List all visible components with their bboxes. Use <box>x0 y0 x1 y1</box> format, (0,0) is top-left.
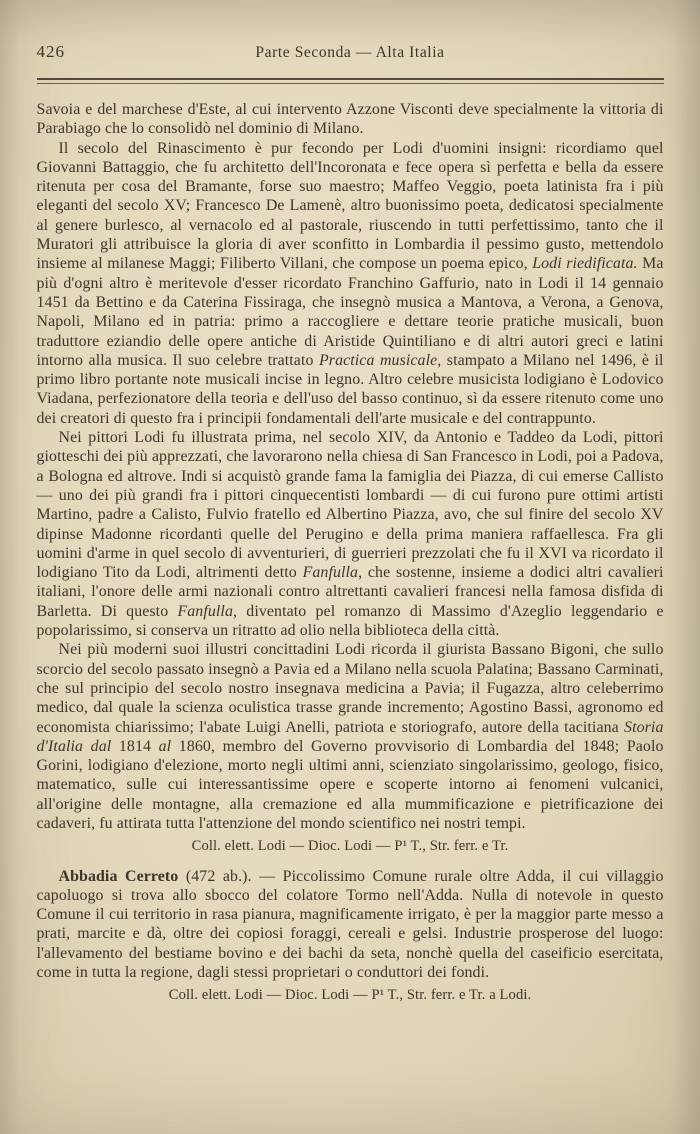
text-segment: Storia d'Italia dal <box>36 718 664 755</box>
text-segment: , diventato pel romanzo di Massimo d'Azeglio leggendario e popolarissimo, si conserva un ritratto ad olio nella biblioteca della città. <box>36 602 664 640</box>
paragraph <box>37 867 664 983</box>
running-title: Parte Seconda — Alta Italia <box>255 44 445 61</box>
note-line: Coll. elett. Lodi — Dioc. Lodi — P¹ T., Str. ferr. e Tr. <box>191 838 509 855</box>
text-segment: Lodi riedificata. <box>532 255 638 273</box>
text-column <box>37 100 664 1006</box>
text-segment: , che sostenne, insieme a dodici altri cavalieri italiani, l'onore delle armi nazionali contro altrettanti cavalieri francesi nella famosa disfida di Barletta. Di questo <box>36 564 664 620</box>
paragraph <box>37 428 664 640</box>
text-segment: al <box>158 737 172 755</box>
text-segment: , stampato a Milano nel 1496, è il primo libro portante note musicali incise in legno. Altro celebre musicista lodigiano è Lodovico Viadana, perfezionatore della teoria e dell'uso del basso continuo, sì da essere ritenuto come uno dei creatori di questo fra i principii fondamentali dell'arte musicale e del contrappunto. <box>36 351 664 427</box>
text-segment: Ma più d'ogni altro è meritevole d'esser ricordato Franchino Gaffurio, nato in Lodi il 14 gennaio 1451 da Bettino e da Caterina Fissiraga, che insegnò musica a Mantova, a Verona, a Genova, Napoli, Milano ed in patria: primo a raccogliere e dettare teorie pratiche musicali, buon traduttore eziandio delle opere antiche di Aristide Quintiliano e di altri autori greci e latini intorno alla musica. Il suo celebre trattato <box>36 255 664 369</box>
paragraph <box>37 640 664 833</box>
header-rule <box>37 78 664 84</box>
text-segment: Abbadia Cerreto <box>58 867 179 885</box>
text-segment: Practica musicale <box>318 351 438 369</box>
page-number: 426 <box>36 42 65 61</box>
paragraph <box>37 139 664 428</box>
paragraph <box>37 100 664 139</box>
note-line: Coll. elett. Lodi — Dioc. Lodi — P¹ T., Str. ferr. e Tr. a Lodi. <box>168 987 532 1004</box>
text-segment: Il secolo del Rinascimento è pur fecondo per Lodi d'uomini insigni: ricordiamo quel Giovanni Battaggio, che fu architetto dell'Incoronata e fece opera sì perfetta e bella da essere ritenuta per cosa del Bramante, forse suo maestro; Maffeo Veggio, poeta latinista fra i più eleganti del secolo XV; Francesco De Lamenè, altro buonissimo poeta, dedicatosi specialmente al genere burlesco, al vernacolo ed al pastorale, riuscendo in tutti perfettissimo, tanto che il Muratori gli attribuisce la gloria di aver sconfitto in Lombardia il pessimo gusto, mettendolo insieme al milanese Maggi; Filiberto Villani, che compose un poema epico, <box>36 139 664 273</box>
text-segment: (472 ab.). — Piccolissimo Comune rurale oltre Adda, il cui villaggio capoluogo si trova allo sbocco del colatore Tormo nell'Adda. Nulla di notevole in questo Comune il cui territorio in rasa pianura, magnificamente irrigato, è per la maggior parte messo a prati, marcite e dà, oltre dei copiosi foraggi, cereali e gelsi. Industrie prosperose del luogo: l'allevamento del bestiame bovino e dei bachi da seta, nonchè quella del caseificio esercitata, come in tutta la regione, dagli stessi proprietari o conduttori dei fondi. <box>36 867 664 982</box>
text-segment: 1814 <box>111 737 159 755</box>
text-segment: 1860, membro del Governo provvisorio di Lombardia del 1848; Paolo Gorini, lodigiano d'elezione, morto negli ultimi anni, scienziato singolarissimo, geologo, fisico, matematico, sulle cui interessantissime opere e scoperte intorno ai fenomeni vulcanici, all'origine delle montagne, alla cremazione ed alla mummificazione e pietrificazione dei cadaveri, fu attirata tutta l'attenzione del mondo scientifico nei nostri tempi. <box>36 737 664 832</box>
text-segment: Savoia e del marchese d'Este, al cui intervento Azzone Visconti deve specialmente la vittoria di Parabiago che lo consolidò nel dominio di Milano. <box>36 101 664 138</box>
text-segment: Fanfulla <box>302 564 359 582</box>
text-segment: Fanfulla <box>177 602 233 620</box>
text-segment: Nei più moderni suoi illustri concittadini Lodi ricorda il giurista Bassano Bigoni, che sullo scorcio del secolo passato insegnò a Pavia ed a Milano nella scuola Palatina; Bassano Carminati, che sul principio del secolo nostro insegnava medicina a Pavia; il Fugazza, altro celeberrimo medico, dal quale la scienza oculistica trasse grande incremento; Agostino Bassi, agronomo ed economista chiarissimo; l'abate Luigi Anelli, patriota e storiografo, autore della tacitiana <box>36 641 664 736</box>
page-header <box>37 0 664 78</box>
text-segment: Nei pittori Lodi fu illustrata prima, nel secolo XIV, da Antonio e Taddeo da Lodi, pittori giotteschi dei più apprezzati, che lavorarono nella chiesa di San Francesco in Lodi, poi a Padova, a Bologna ed altrove. Indi si acquistò grande fama la famiglia dei Piazza, di cui emerse Callisto — uno dei più grandi fra i pittori cinquecentisti lombardi — di cui furono pure ottimi artisti Martino, padre a Calisto, Fulvio fratello ed Albertino Piazza, avo, che sul finire del secolo XV dipinse Madonne ricordanti quelle del Perugino e della prima maniera raffaellesca. Fra gli uomini d'arme in quel secolo di avventurieri, di guerrieri prezzolati che fu il XVI va ricordato il lodigiano Tito da Lodi, altrimenti detto <box>36 429 664 582</box>
